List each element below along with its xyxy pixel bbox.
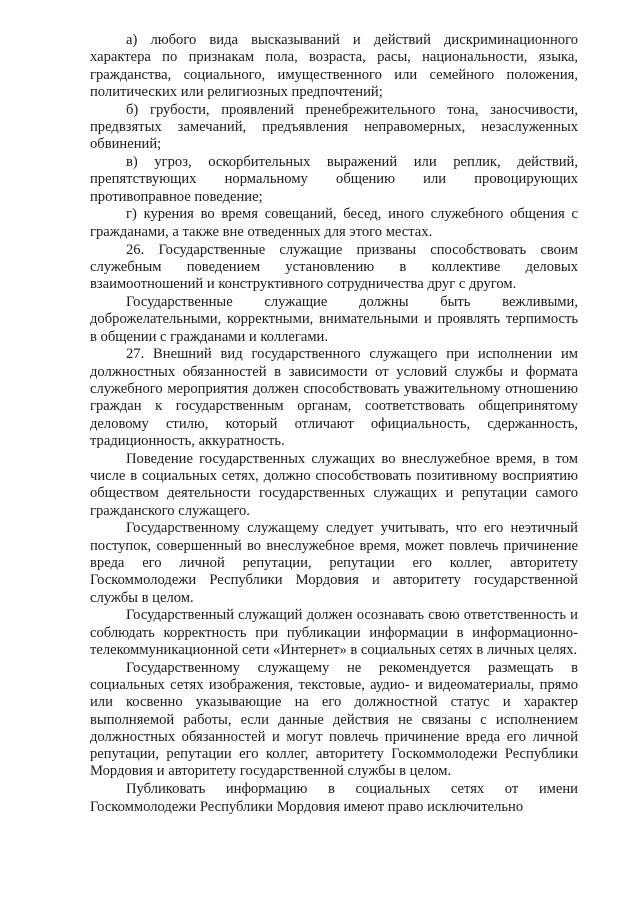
paragraph-discrimination: а) любого вида высказываний и действий дискриминационного характера по признакам пола, возраста, расы, национальности, языка, гражданства, социального, имущественного или семейного положения, политических или религиозных предпочтений; [90,32,578,100]
paragraph-unethical-act: Государственному служащему следует учитывать, что его неэтичный поступок, совершенный во внеслужебное время, может повлечь причинение вреда его личной репутации, репутации его коллег, авторитету Госкоммолодежи Республики Мордовия и авторитету государственной службы в целом. [90,520,578,606]
paragraph-official-publishing: Публиковать информацию в социальных сетях от имени Госкоммолодежи Республики Мордовия имеют право исключительно [90,781,578,815]
paragraph-rudeness: б) грубости, проявлений пренебрежительного тона, заносчивости, предвзятых замечаний, предъявления неправомерных, незаслуженных обвинений; [90,101,578,153]
paragraph-politeness: Государственные служащие должны быть вежливыми, доброжелательными, корректными, внимательными и проявлять терпимость в общении с гражданами и коллегами. [90,293,578,345]
document-body [90,32,578,816]
paragraph-smoking: г) курения во время совещаний, бесед, иного служебного общения с гражданами, а также вне отведенных для этого местах. [90,206,578,240]
paragraph-item-26: 26. Государственные служащие призваны способствовать своим служебным поведением установлению в коллективе деловых взаимоотношений и конструктивного сотрудничества друг с другом. [90,241,578,293]
paragraph-item-27: 27. Внешний вид государственного служащего при исполнении им должностных обязанностей в зависимости от условий службы и формата служебного мероприятия должен способствовать уважительному отношению граждан к государственным органам, соответствовать общепринятому деловому стилю, который отличают официальность, сдержанность, традиционность, аккуратность. [90,346,578,449]
paragraph-social-media-posting: Государственному служащему не рекомендуется размещать в социальных сетях изображения, текстовые, аудио- и видеоматериалы, прямо или косвенно указывающие на его должностной статус и характер выполняемой работы, если данные действия не связаны с исполнением должностных обязанностей и могут повлечь причинение вреда его личной репутации, репутации его коллег, авторитету Госкоммолодежи Республики Мордовия и авторитету государственной службы в целом. [90,659,578,780]
paragraph-off-duty-behavior: Поведение государственных служащих во внеслужебное время, в том числе в социальных сетях, должно способствовать позитивному восприятию обществом деятельности государственных служащих и репутации самого гражданского служащего. [90,450,578,519]
paragraph-responsibility: Государственный служащий должен осознавать свою ответственность и соблюдать корректность при публикации информации в информационно-телекоммуникационной сети «Интернет» в социальных сетях в личных целях. [90,607,578,658]
paragraph-threats: в) угроз, оскорбительных выражений или реплик, действий, препятствующих нормальному общению или провоцирующих противоправное поведение; [90,154,578,205]
